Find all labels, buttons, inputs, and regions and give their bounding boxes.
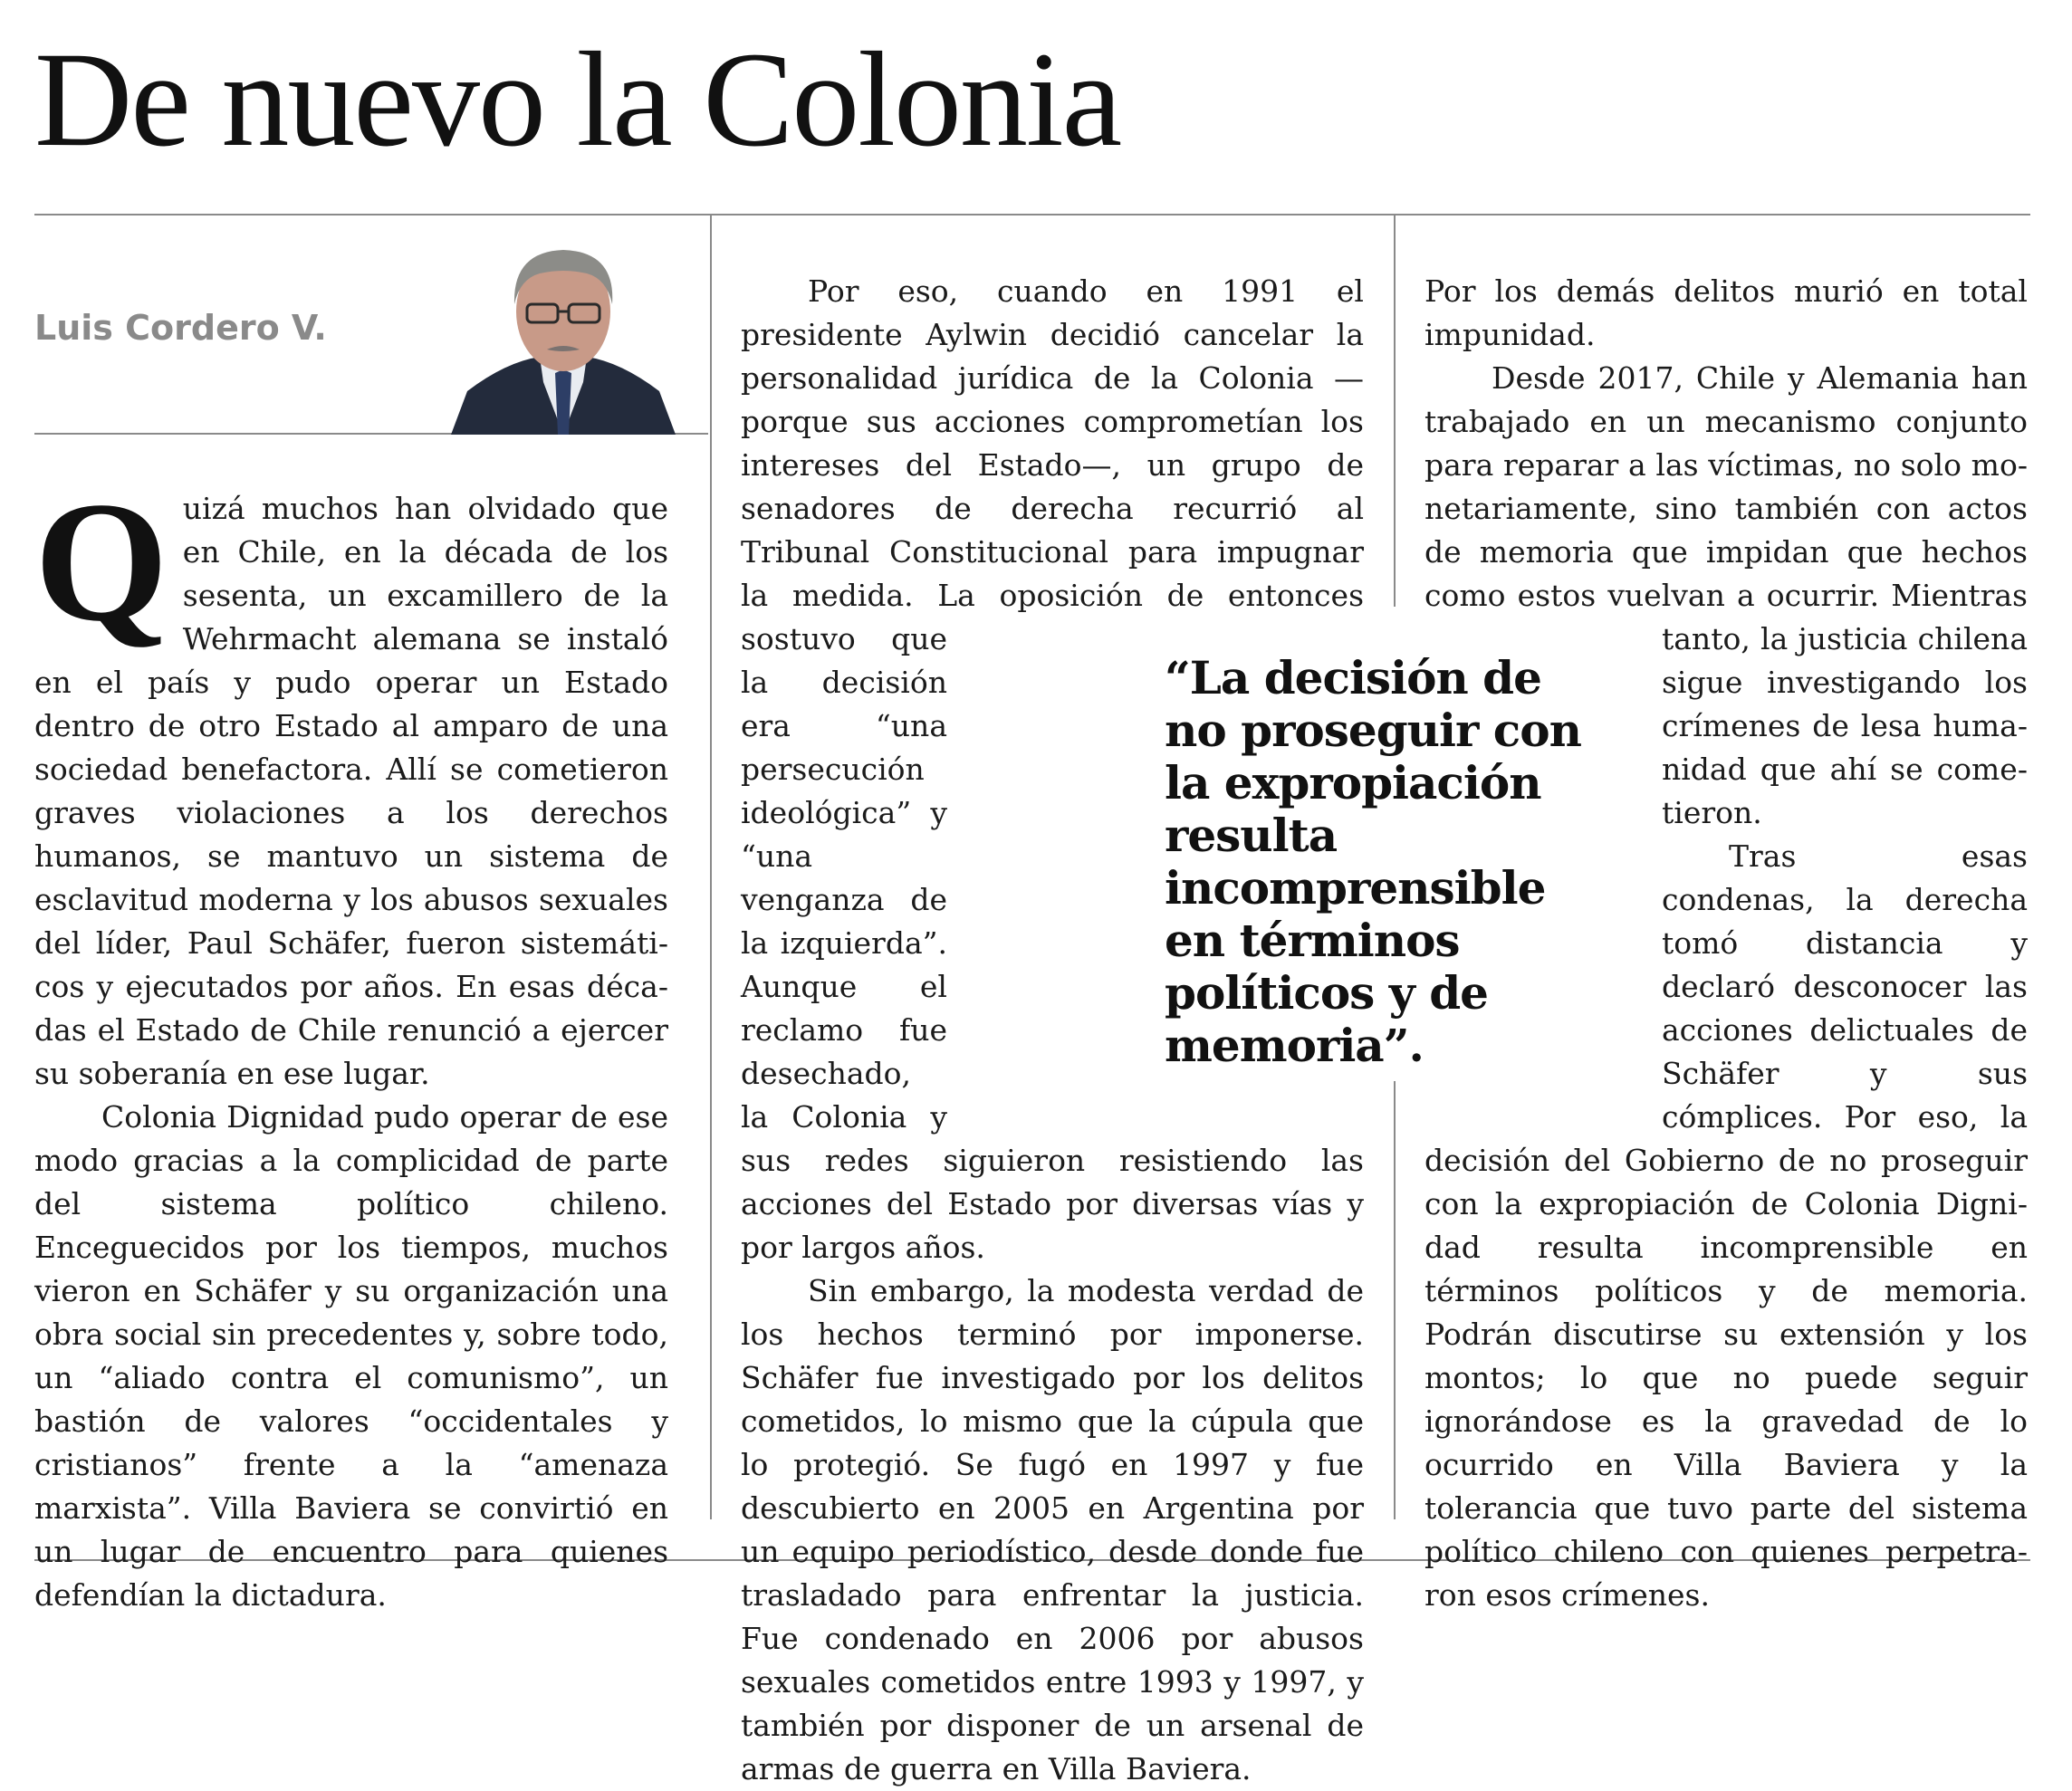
column-divider-2b xyxy=(1394,1081,1396,1519)
col3-paragraph-2: Desde 2017, Chile y Alemania han trabajado en un mecanismo conjunto para reparar a las víctimas, no solo monetariamente, sino también con actos de memoria que impidan que hechos como estos vuelvan a ocurrir. Mientras tanto, la justicia chilena sigue investigando los crímenes de lesa humanidad que ahí se cometieron. xyxy=(1424,360,2028,830)
column-divider-2a xyxy=(1394,215,1396,607)
col3-paragraph-1: Por los demás delitos murió en total impunidad. xyxy=(1424,273,2028,352)
author-byline: Luis Cordero V. xyxy=(34,308,327,348)
col3-paragraph-3: Tras esas condenas, la derecha tomó distancia y declaró desconocer las acciones delictuales de Schäfer y sus cómplices. Por eso, la decisión del Gobierno de no proseguir con la expropiación de Colonia Dignidad resulta incomprensible en términos políticos y de memoria. Podrán discutirse su extensión y los montos; lo que no puede seguir ignorándose es la gravedad de lo ocurrido en Villa Baviera y la tolerancia que tuvo parte del sistema político chileno con quienes perpetraron esos crímenes. xyxy=(1424,838,2028,1613)
col1-paragraph-2: Colonia Dignidad pudo operar de ese modo gracias a la complicidad de parte del sistema político chileno. Enceguecidos por los tiempos, muchos vieron en Schäfer y su organización una obra social sin precedentes y, sobre todo, un “aliado contra el comunismo”, un bastión de valores “occidentales y cristianos” frente a la “amenaza marxista”. Villa Baviera se convirtió en un lugar de encuentro para quienes defendían la dictadura. xyxy=(34,1099,668,1613)
col2-paragraph-1: Por eso, cuando en 1991 el presidente Aylwin decidió cancelar la personalidad jurídica de la Colonia —porque sus acciones comprometían los intereses del Estado—, un grupo de senadores de derecha recurrió al Tribunal Constitucional para impugnar la medida. La oposición de entonces sostuvo que la decisión era “una persecución ideológica” y “una venganza de la izquierda”. Aunque el reclamo fue desechado, la Colonia y sus redes siguieron resistiendo las acciones del Estado por diversas vías y por largos años. xyxy=(741,273,1364,1265)
author-portrait xyxy=(451,237,676,435)
col2-paragraph-2: Sin embargo, la modesta verdad de los hechos terminó por imponerse. Schäfer fue investigado por los delitos cometidos, lo mismo que la cúpula que lo protegió. Se fugó en 1997 y fue descubierto en 2005 en Argentina por un equipo periodístico, desde donde fue trasladado para enfrentar la justicia. Fue condenado en 2006 por abusos sexuales cometidos entre 1993 y 1997, y también por disponer de un arsenal de armas de guerra en Villa Baviera. xyxy=(741,1273,1364,1786)
column-1 xyxy=(34,467,668,1617)
column-divider-1 xyxy=(710,215,712,1519)
header-rule xyxy=(34,214,2030,215)
headline: De nuevo la Colonia xyxy=(34,24,1121,175)
pull-quote: “La decisión de no proseguir con la expropiación resulta incomprensible en términos políticos y de memoria”. xyxy=(1165,651,1581,1072)
dropcap: Q xyxy=(34,467,168,657)
col1-paragraph-1: uizá muchos han olvidado que en Chile, en la década de los sesenta, un excamillero de la Wehrmacht alemana se instaló en el país y pudo operar un Estado dentro de otro Estado al amparo de una sociedad benefactora. Allí se cometieron graves violaciones a los derechos humanos, se mantuvo un sistema de esclavitud moderna y los abusos sexuales del líder, Paul Schäfer, fueron sistemáticos y ejecutados por años. En esas décadas el Estado de Chile renunció a ejercer su soberanía en ese lugar. xyxy=(34,491,668,1091)
